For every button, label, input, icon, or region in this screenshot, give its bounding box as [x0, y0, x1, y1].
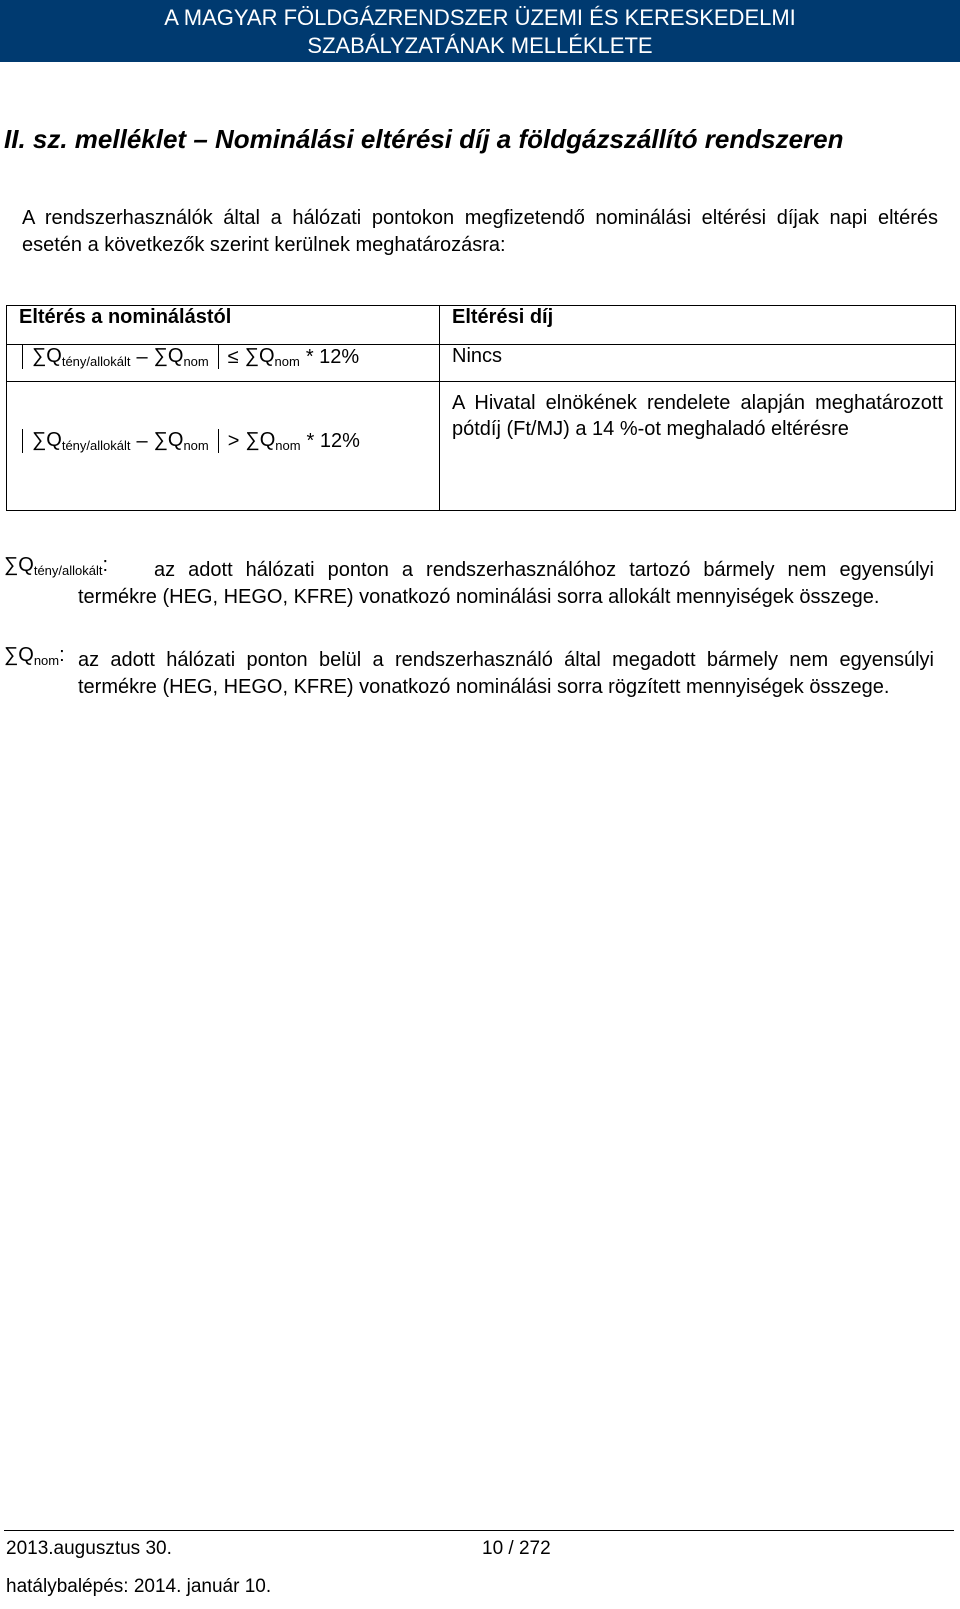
- q-symbol: Q: [18, 554, 34, 576]
- definition-nom: [4, 642, 934, 701]
- subscript-nom: nom: [275, 438, 301, 453]
- sigma-symbol: ∑: [4, 644, 19, 666]
- definition-text: az adott hálózati ponton belül a rendszerhasználó által megadott bármely nem egyensúlyi termékre (HEG, HEGO, KFRE) vonatkozó nominálási sorra rögzített mennyiségek összege.: [78, 649, 934, 698]
- page-number: 10 / 272: [482, 1538, 551, 1559]
- subscript-nom: nom: [33, 653, 60, 668]
- col-header-deviation: Eltérés a nominálástól: [7, 306, 440, 345]
- q-symbol: Q: [167, 345, 184, 367]
- subscript-nom: nom: [183, 354, 209, 369]
- document-header: [0, 0, 960, 62]
- footer-date: 2013.augusztus 30.: [6, 1538, 172, 1559]
- formula-tail: * 12%: [306, 429, 360, 452]
- formula-le: [19, 345, 427, 369]
- colon: :: [102, 554, 109, 576]
- subscript-nom: nom: [274, 354, 300, 369]
- subscript-teny: tény/allokált: [61, 438, 131, 453]
- q-symbol: Q: [258, 345, 275, 367]
- footer-effective-date: hatálybalépés: 2014. január 10.: [6, 1576, 272, 1597]
- intro-paragraph: A rendszerhasználók által a hálózati pontokon megfizetendő nominálási eltérési díjak napi eltérés esetén a következők szerint kerülnek meghatározásra:: [22, 207, 938, 256]
- header-line-1: A MAGYAR FÖLDGÁZRENDSZER ÜZEMI ÉS KERESKEDELMI: [164, 5, 796, 30]
- formula-tail: * 12%: [305, 345, 360, 368]
- fee-text: A Hivatal elnökének rendelete alapján meghatározott pótdíj (Ft/MJ) a 14 %-ot meghaladó eltérésre: [452, 392, 943, 440]
- sigma-symbol: ∑: [244, 345, 259, 367]
- col-header-fee: Eltérési díj: [440, 306, 956, 345]
- subscript-nom: nom: [183, 438, 209, 453]
- footer-divider: [4, 1530, 954, 1531]
- sigma-symbol: ∑: [153, 345, 168, 367]
- q-symbol: Q: [167, 429, 184, 451]
- q-symbol: Q: [18, 644, 34, 666]
- fee-table: [6, 305, 956, 511]
- fee-cell: Nincs: [440, 345, 956, 382]
- term-q-nom: [4, 644, 65, 666]
- abs-bar: [218, 429, 219, 453]
- definition-text: az adott hálózati ponton a rendszerhasználóhoz tartozó bármely nem egyensúlyi termékre (HEG, HEGO, KFRE) vonatkozó nominálási sorra allokált mennyiségek összege.: [78, 559, 934, 608]
- formula-cell: [7, 382, 440, 511]
- q-symbol: Q: [259, 429, 276, 451]
- sigma-symbol: ∑: [153, 429, 168, 451]
- sigma-symbol: ∑: [32, 345, 47, 367]
- table-row: [7, 382, 956, 511]
- formula-cell: [7, 345, 440, 382]
- formula-gt: [19, 429, 427, 453]
- abs-bar: [218, 345, 219, 369]
- sigma-symbol: ∑: [32, 429, 47, 451]
- term-q-teny: [4, 554, 108, 576]
- sigma-symbol: ∑: [4, 554, 19, 576]
- header-line-2: SZABÁLYZATÁNAK MELLÉKLETE: [307, 33, 653, 58]
- definition-teny: [4, 552, 934, 611]
- operator-le: ≤: [227, 345, 239, 368]
- minus-symbol: –: [136, 429, 148, 452]
- header-divider: [0, 62, 960, 66]
- fee-cell: [440, 382, 956, 511]
- sigma-symbol: ∑: [245, 429, 260, 451]
- operator-gt: >: [227, 429, 240, 452]
- subscript-teny: tény/allokált: [61, 354, 131, 369]
- subscript-teny: tény/allokált: [33, 563, 103, 578]
- q-symbol: Q: [46, 345, 62, 367]
- minus-symbol: –: [136, 345, 148, 368]
- abs-bar: [22, 345, 23, 369]
- colon: :: [59, 644, 65, 666]
- page-title: II. sz. melléklet – Nominálási eltérési díj a földgázszállító rendszeren: [4, 124, 844, 154]
- q-symbol: Q: [46, 429, 62, 451]
- abs-bar: [22, 429, 23, 453]
- table-row: [7, 345, 956, 382]
- table-header-row: [7, 306, 956, 345]
